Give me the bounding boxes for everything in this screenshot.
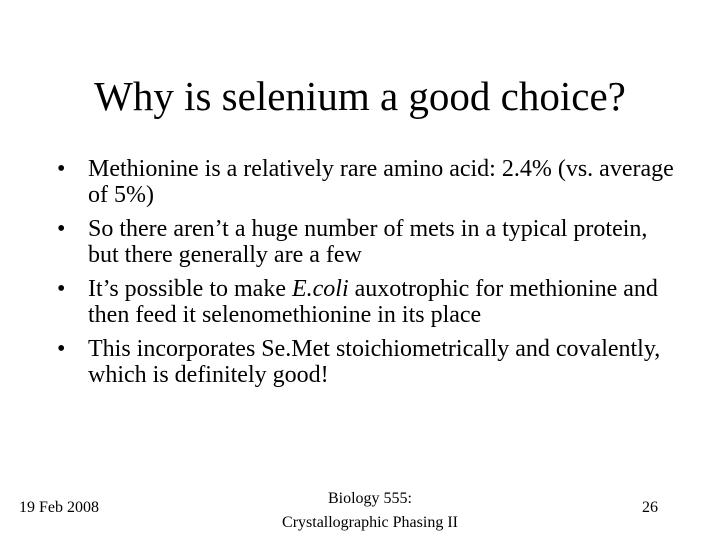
organism-name: E.coli [291,276,349,302]
bullet-list [54,157,674,397]
bullet-text: This incorporates Se.Met stoichiometrically and covalently, which is definitely good! [88,336,661,388]
footer-course-line2: Crystallographic Phasing II [282,514,458,531]
bullet-text-before: It’s possible to make [88,276,292,302]
footer-course-line1: Biology 555: [327,490,412,507]
bullet-icon: • [57,216,66,242]
bullet-text: So there aren’t a huge number of mets in a typical protein, but there generally are a few [88,216,648,268]
page-number: 26 [642,499,658,516]
bullet-item [54,337,674,388]
slide-title: Why is selenium a good choice? [94,73,626,119]
footer-course [230,487,510,535]
bullet-text-after: auxotrophic for methionine and then feed it selenomethionine in its place [88,276,658,328]
bullet-item [54,277,674,328]
bullet-icon: • [57,276,66,302]
bullet-icon: • [57,336,66,362]
footer-date: 19 Feb 2008 [19,499,99,516]
bullet-item [54,157,674,208]
bullet-item [54,217,674,268]
bullet-icon: • [57,156,66,182]
bullet-text [88,276,658,328]
bullet-text: Methionine is a relatively rare amino acid: 2.4% (vs. average of 5%) [88,156,674,208]
